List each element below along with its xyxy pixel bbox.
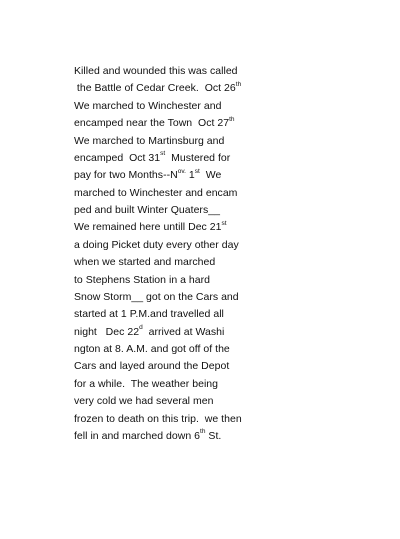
- text-line: [74, 358, 274, 375]
- line-text: pay for two Months--N: [74, 169, 178, 182]
- superscript-text: st: [221, 219, 227, 227]
- line-text: Mustered for: [165, 151, 231, 164]
- line-text: Killed and wounded this was called: [74, 65, 238, 77]
- line-text: very cold we had several men: [74, 395, 214, 408]
- line-text: the Battle of Cedar Creek. Oct 26: [74, 82, 236, 95]
- line-text: We: [199, 169, 222, 182]
- text-line: [74, 219, 274, 236]
- line-text: to Stephens Station in a hard: [74, 273, 211, 286]
- text-line: [74, 428, 274, 445]
- text-line: [74, 254, 274, 271]
- text-line: [74, 324, 274, 341]
- line-text: Snow Storm__ got on the Cars and: [74, 290, 239, 303]
- superscript-text: st: [194, 167, 200, 175]
- line-text: marched to Winchester and encam: [74, 186, 238, 199]
- line-text: We marched to Winchester and: [74, 99, 222, 112]
- line-text: arrived at Washi: [142, 325, 225, 338]
- superscript-text: d: [139, 324, 143, 332]
- text-line: [74, 411, 274, 428]
- superscript-text: ov.: [177, 167, 186, 175]
- line-text: ped and built Winter Quaters__: [74, 204, 220, 216]
- line-text: frozen to death on this trip. we then: [74, 412, 242, 425]
- superscript-text: th: [235, 80, 242, 88]
- superscript-text: th: [229, 115, 235, 123]
- line-text: night Dec 22: [74, 325, 140, 338]
- text-line: [74, 63, 274, 80]
- line-text: ngton at 8. A.M. and got off of the: [74, 343, 230, 355]
- line-text: encamped Oct 31: [74, 151, 161, 164]
- superscript-text: st: [160, 150, 166, 158]
- line-text: 1: [185, 169, 195, 182]
- text-line: [74, 202, 274, 219]
- text-line: [74, 185, 274, 202]
- text-line: [74, 289, 274, 306]
- text-line: [74, 237, 274, 254]
- superscript-text: th: [200, 428, 206, 436]
- line-text: started at 1 P.M.and travelled all: [74, 308, 224, 321]
- line-text: for a while. The weather being: [74, 377, 219, 390]
- text-line: [74, 80, 274, 97]
- line-text: Cars and layed around the Depot: [74, 360, 230, 373]
- line-text: We marched to Martinsburg and: [74, 134, 225, 147]
- transcription-text: [74, 63, 274, 445]
- text-line: [74, 115, 274, 132]
- text-line: [74, 98, 274, 115]
- text-line: [74, 133, 274, 150]
- text-line: [74, 272, 274, 289]
- line-text: when we started and marched: [74, 256, 216, 269]
- text-line: [74, 167, 274, 184]
- text-line: [74, 306, 274, 323]
- line-text: We remained here untill Dec 21: [74, 221, 222, 234]
- line-text: encamped near the Town Oct 27: [74, 117, 230, 130]
- line-text: St.: [205, 429, 222, 442]
- text-line: [74, 150, 274, 167]
- text-line: [74, 376, 274, 393]
- text-line: [74, 393, 274, 410]
- line-text: fell in and marched down 6: [74, 429, 201, 442]
- line-text: a doing Picket duty every other day: [74, 238, 239, 251]
- text-line: [74, 341, 274, 358]
